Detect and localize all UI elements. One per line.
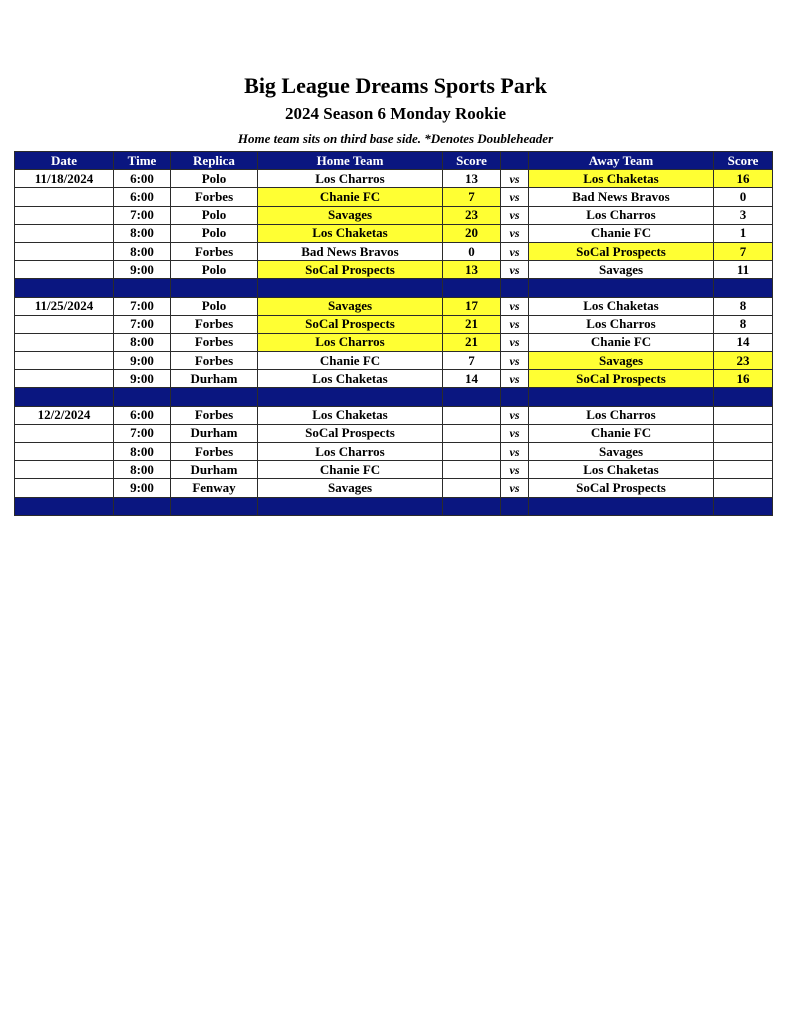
cell-time: 6:00: [114, 406, 171, 424]
cell-field: Durham: [171, 370, 258, 388]
cell-date: [15, 352, 114, 370]
cell-time: 8:00: [114, 224, 171, 242]
cell-home-score: 13: [443, 170, 501, 188]
header-date: Date: [15, 152, 114, 170]
cell-home-team: Los Chaketas: [258, 406, 443, 424]
cell-vs: vs: [501, 424, 529, 442]
cell-away-team: Los Charros: [529, 315, 714, 333]
cell-away-score: [714, 424, 773, 442]
cell-date: [15, 224, 114, 242]
separator-cell: [443, 388, 501, 406]
cell-vs: vs: [501, 443, 529, 461]
header-away-score: Score: [714, 152, 773, 170]
game-row: [15, 224, 773, 242]
separator-cell: [258, 388, 443, 406]
separator-cell: [501, 279, 529, 297]
header-replica: Replica: [171, 152, 258, 170]
cell-time: 7:00: [114, 315, 171, 333]
cell-home-score: 21: [443, 315, 501, 333]
cell-time: 7:00: [114, 297, 171, 315]
cell-vs: vs: [501, 315, 529, 333]
separator-cell: [114, 279, 171, 297]
cell-date: [15, 424, 114, 442]
separator-cell: [501, 497, 529, 515]
cell-date: 12/2/2024: [15, 406, 114, 424]
cell-away-score: 11: [714, 261, 773, 279]
cell-vs: vs: [501, 352, 529, 370]
cell-away-team: Bad News Bravos: [529, 188, 714, 206]
cell-time: 9:00: [114, 370, 171, 388]
cell-away-score: [714, 479, 773, 497]
cell-home-team: Savages: [258, 206, 443, 224]
cell-vs: vs: [501, 170, 529, 188]
separator-cell: [501, 388, 529, 406]
cell-field: Polo: [171, 297, 258, 315]
game-row: [15, 188, 773, 206]
cell-field: Forbes: [171, 188, 258, 206]
cell-time: 6:00: [114, 170, 171, 188]
game-row: [15, 479, 773, 497]
header-row: [15, 152, 773, 170]
cell-away-score: 8: [714, 315, 773, 333]
separator-cell: [171, 279, 258, 297]
cell-vs: vs: [501, 297, 529, 315]
cell-field: Forbes: [171, 333, 258, 351]
separator-cell: [171, 388, 258, 406]
cell-away-team: SoCal Prospects: [529, 479, 714, 497]
cell-away-team: Savages: [529, 443, 714, 461]
game-row: [15, 261, 773, 279]
cell-date: [15, 333, 114, 351]
cell-home-team: SoCal Prospects: [258, 424, 443, 442]
separator-cell: [114, 497, 171, 515]
cell-vs: vs: [501, 188, 529, 206]
separator-cell: [529, 388, 714, 406]
cell-away-score: 3: [714, 206, 773, 224]
cell-field: Forbes: [171, 352, 258, 370]
cell-field: Fenway: [171, 479, 258, 497]
game-row: [15, 424, 773, 442]
cell-vs: vs: [501, 406, 529, 424]
cell-home-score: 7: [443, 352, 501, 370]
cell-home-team: Los Charros: [258, 333, 443, 351]
header-time: Time: [114, 152, 171, 170]
page-subtitle: 2024 Season 6 Monday Rookie: [284, 104, 507, 123]
cell-time: 9:00: [114, 479, 171, 497]
header-away-team: Away Team: [529, 152, 714, 170]
cell-home-score: [443, 461, 501, 479]
cell-home-score: 14: [443, 370, 501, 388]
game-row: [15, 461, 773, 479]
cell-date: [15, 242, 114, 260]
cell-home-team: Savages: [258, 297, 443, 315]
cell-away-team: Los Chaketas: [529, 461, 714, 479]
cell-home-team: SoCal Prospects: [258, 315, 443, 333]
cell-home-team: Chanie FC: [258, 188, 443, 206]
cell-away-score: 8: [714, 297, 773, 315]
cell-home-score: 21: [443, 333, 501, 351]
cell-away-team: Chanie FC: [529, 224, 714, 242]
cell-away-team: Savages: [529, 352, 714, 370]
header-home-score: Score: [443, 152, 501, 170]
separator-cell: [114, 388, 171, 406]
game-row: [15, 333, 773, 351]
cell-away-score: 14: [714, 333, 773, 351]
cell-home-team: Bad News Bravos: [258, 242, 443, 260]
cell-date: [15, 443, 114, 461]
cell-field: Forbes: [171, 315, 258, 333]
cell-home-team: Los Charros: [258, 170, 443, 188]
cell-time: 7:00: [114, 424, 171, 442]
game-row: [15, 206, 773, 224]
cell-away-team: Chanie FC: [529, 333, 714, 351]
cell-field: Polo: [171, 170, 258, 188]
separator-cell: [15, 497, 114, 515]
cell-date: [15, 315, 114, 333]
cell-away-score: 7: [714, 242, 773, 260]
cell-home-score: 17: [443, 297, 501, 315]
game-row: [15, 352, 773, 370]
cell-vs: vs: [501, 461, 529, 479]
cell-date: [15, 206, 114, 224]
separator-cell: [171, 497, 258, 515]
cell-date: [15, 188, 114, 206]
cell-home-score: [443, 479, 501, 497]
cell-vs: vs: [501, 261, 529, 279]
cell-away-score: 16: [714, 170, 773, 188]
cell-field: Forbes: [171, 242, 258, 260]
cell-vs: vs: [501, 479, 529, 497]
cell-home-score: 0: [443, 242, 501, 260]
separator-cell: [714, 388, 773, 406]
cell-field: Polo: [171, 261, 258, 279]
cell-field: Durham: [171, 424, 258, 442]
cell-home-score: [443, 406, 501, 424]
cell-time: 8:00: [114, 333, 171, 351]
cell-home-score: [443, 443, 501, 461]
cell-home-score: 7: [443, 188, 501, 206]
cell-time: 9:00: [114, 352, 171, 370]
separator-cell: [258, 497, 443, 515]
separator-cell: [443, 279, 501, 297]
cell-home-score: 20: [443, 224, 501, 242]
schedule-body: [15, 170, 773, 516]
cell-home-team: Los Chaketas: [258, 224, 443, 242]
header-home-team: Home Team: [258, 152, 443, 170]
schedule-table: [14, 151, 773, 516]
cell-away-score: 23: [714, 352, 773, 370]
cell-date: [15, 370, 114, 388]
game-row: [15, 242, 773, 260]
cell-away-score: 16: [714, 370, 773, 388]
cell-time: 6:00: [114, 188, 171, 206]
cell-home-score: [443, 424, 501, 442]
cell-away-score: 0: [714, 188, 773, 206]
cell-away-team: SoCal Prospects: [529, 242, 714, 260]
cell-away-score: [714, 461, 773, 479]
cell-date: [15, 479, 114, 497]
cell-vs: vs: [501, 242, 529, 260]
cell-time: 9:00: [114, 261, 171, 279]
cell-away-score: [714, 406, 773, 424]
header-vs: [501, 152, 529, 170]
separator-cell: [15, 279, 114, 297]
cell-time: 8:00: [114, 443, 171, 461]
cell-away-team: Los Chaketas: [529, 170, 714, 188]
page-note: Home team sits on third base side. *Denotes Doubleheader: [237, 131, 554, 146]
separator-cell: [443, 497, 501, 515]
cell-home-score: 13: [443, 261, 501, 279]
cell-field: Durham: [171, 461, 258, 479]
cell-away-score: 1: [714, 224, 773, 242]
separator-cell: [529, 279, 714, 297]
game-row: [15, 406, 773, 424]
week-separator: [15, 497, 773, 515]
cell-home-score: 23: [443, 206, 501, 224]
separator-cell: [714, 497, 773, 515]
cell-date: [15, 261, 114, 279]
cell-field: Forbes: [171, 406, 258, 424]
cell-vs: vs: [501, 370, 529, 388]
cell-vs: vs: [501, 224, 529, 242]
page-title: Big League Dreams Sports Park: [244, 73, 547, 98]
cell-date: 11/18/2024: [15, 170, 114, 188]
separator-cell: [714, 279, 773, 297]
cell-time: 8:00: [114, 242, 171, 260]
cell-home-team: Los Charros: [258, 443, 443, 461]
cell-away-team: Los Charros: [529, 406, 714, 424]
cell-date: [15, 461, 114, 479]
week-separator: [15, 388, 773, 406]
cell-away-score: [714, 443, 773, 461]
game-row: [15, 370, 773, 388]
cell-time: 8:00: [114, 461, 171, 479]
cell-field: Polo: [171, 224, 258, 242]
cell-home-team: SoCal Prospects: [258, 261, 443, 279]
separator-cell: [258, 279, 443, 297]
cell-away-team: SoCal Prospects: [529, 370, 714, 388]
cell-field: Forbes: [171, 443, 258, 461]
cell-field: Polo: [171, 206, 258, 224]
cell-time: 7:00: [114, 206, 171, 224]
cell-away-team: Los Charros: [529, 206, 714, 224]
game-row: [15, 443, 773, 461]
cell-date: 11/25/2024: [15, 297, 114, 315]
cell-home-team: Chanie FC: [258, 352, 443, 370]
game-row: [15, 170, 773, 188]
cell-home-team: Chanie FC: [258, 461, 443, 479]
week-separator: [15, 279, 773, 297]
game-row: [15, 315, 773, 333]
cell-home-team: Savages: [258, 479, 443, 497]
cell-vs: vs: [501, 206, 529, 224]
cell-away-team: Los Chaketas: [529, 297, 714, 315]
game-row: [15, 297, 773, 315]
separator-cell: [529, 497, 714, 515]
cell-vs: vs: [501, 333, 529, 351]
separator-cell: [15, 388, 114, 406]
cell-home-team: Los Chaketas: [258, 370, 443, 388]
cell-away-team: Savages: [529, 261, 714, 279]
cell-away-team: Chanie FC: [529, 424, 714, 442]
